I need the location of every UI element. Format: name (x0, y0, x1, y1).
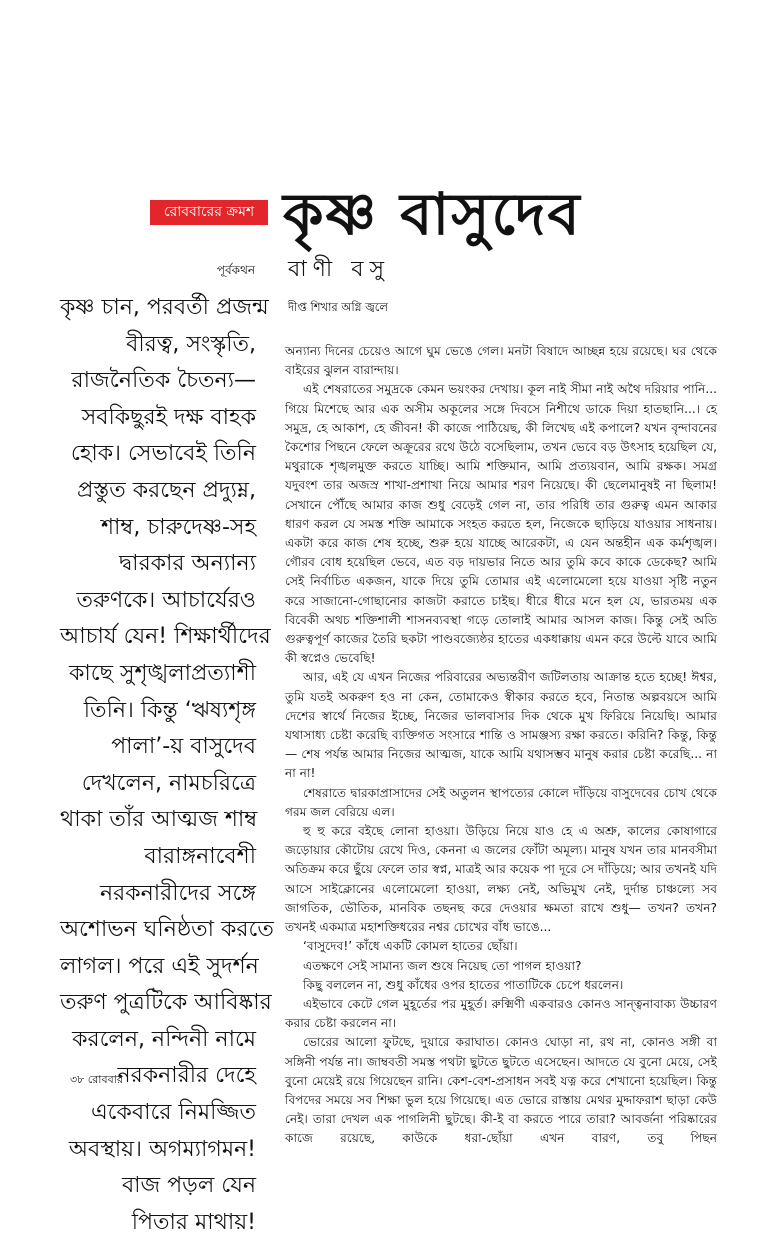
paragraph: আর, এই যে এখন নিজের পরিবারের অভ্যন্তরীণ জটিলতায় আক্রান্ত হতে হচ্ছে! ঈশ্বর, তুমি যতই অকরুণ হও না কেন, তোমাকেও স্বীকার করতে হবে, নিতান্ত অল্পবয়সে আমি দেশের স্বার্থে নিজের ইচ্ছে, নিজের ভালবাসার দিক থেকে মুখ ফিরিয়ে নিয়েছি। আমার যথাসাধ্য চেষ্টা করেছি ব্যক্তিগত সংসারে শান্তি ও সামঞ্জস্য রক্ষা করতে। করিনি? কিন্তু, কিন্তু— শেষ পর্যন্ত আমার নিজের আত্মজ, যাকে আমি যথাসম্ভব মানুষ করার চেষ্টা করেছি... না না না! (285, 670, 717, 781)
paragraph: ভোরের আলো ফুটছে, দুয়ারে করাঘাত। কোনও ঘোড়া না, রথ না, কোনও সঙ্গী বা সঙ্গিনী পর্যন্ত না। জাম্ববতী সমস্ত পথটা ছুটতে ছুটতে এসেছেন। আদতে যে বুনো মেয়ে, সেই বুনো মেয়েই রয়ে গিয়েছেন রানি। কেশ-বেশ-প্রসাধন সবই যত্ন করে শেখানো হয়েছিল। কিন্তু বিপদের সময়ে সব শিক্ষা ভুল হয়ে গিয়েছে। এত ভোরে রাস্তায় মেথর মুদ্দাফরাশ ছাড়া কেউ নেই। তারা দেখল এক পাগলিনী ছুটছে। কী-ই বা করতে পারে তারা? আবর্জনা পরিষ্কারের কাজে রয়েছে, কাউকে ধরা-ছোঁয়া এখন বারণ, তবু পিছন (285, 1035, 717, 1146)
paragraph: ‘বাসুদেব!’ কাঁধে একটি কোমল হাতের ছোঁয়া। (303, 939, 518, 954)
paragraph: অন্যান্য দিনের চেয়েও আগে ঘুম ভেঙে গেল। মনটা বিষাদে আচ্ছন্ন হয়ে রয়েছে। ঘর থেকে বাইরের ঝুলন বারান্দায়। (285, 344, 717, 378)
paragraph: কিছু বললেন না, শুধু কাঁধের ওপর হাতের পাতাটিকে চেপে ধরলেন। (303, 977, 624, 992)
series-tag: রোববারের ক্রমশ (150, 200, 268, 225)
synopsis-line: তরুণকে। আচার্যেরও (76, 587, 256, 613)
author-name: বাণী বসু (288, 257, 390, 282)
synopsis-line: বীরত্ব, সংস্কৃতি, (126, 331, 256, 357)
synopsis-line: পিতার মাথায়! (131, 1209, 256, 1235)
synopsis-line: আচার্য যেন! শিক্ষার্থীদের (60, 624, 271, 650)
synopsis-line: নরকনারীর দেহে (117, 1063, 256, 1089)
synopsis-line: পালা’-য় বাসুদেব (111, 734, 256, 760)
synopsis-line: বাজ পড়ল যেন (121, 1173, 256, 1199)
synopsis-line: একেবারে নিমজ্জিত (90, 1100, 256, 1126)
synopsis-line: রাজনৈতিক চৈতন্য— (71, 368, 256, 394)
chapter-subtitle: দীপ্ত শিখার অগ্নি জ্বলে (288, 300, 388, 314)
synopsis-line: তিনি। কিন্তু ‘ঋষ্যশৃঙ্গ (83, 697, 256, 723)
synopsis-column (60, 290, 274, 1241)
synopsis-line: করলেন, নন্দিনী নামে (72, 1026, 256, 1052)
page-title: কৃষ্ণ বাসুদেব (283, 180, 582, 248)
paragraph: হু হু করে বইছে লোনা হাওয়া। উড়িয়ে নিয়ে যাও হে এ অশ্রু, কালের কোষাগারে জড়োয়ার কৌটোয় রেখে দিও, কেননা এ জলের ফোঁটা অমূল্য। মানুষ যখন তার মানবসীমা অতিক্রম করে ছুঁয়ে ফেলে তার স্বপ্ন, মাত্রই আর কয়েক পা দূরে সে দাঁড়িয়ে; আর তখনই যদি আসে সাইক্লোনের এলোমেলো হাওয়া, লক্ষ্য নেই, অভিমুখ নেই, দুর্দান্ত চাঞ্চল্যে সব জাগতিক, ভৌতিক, মানবিক তছনছ করে দেওয়ার ক্ষমতা রাখে শুধু— তখন? তখন? তখনই একমাত্র মহাশক্তিধরের নশ্বর চোখের বাঁধ ভাঙে... (285, 824, 717, 935)
synopsis-line: অশোভন ঘনিষ্ঠতা করতে (60, 917, 274, 943)
paragraph: এতক্ষণে সেই সামান্য জল শুষে নিয়েছ তো পাগল হাওয়া? (303, 958, 582, 973)
synopsis-line: দেখলেন, নামচরিত্রে (81, 770, 256, 796)
synopsis-line: শাম্ব, চারুদেষ্ণ-সহ (100, 514, 256, 540)
synopsis-line: নরকনারীদের সঙ্গে (100, 880, 256, 906)
synopsis-line: প্রস্তুত করছেন প্রদ্যুম্ন, (76, 477, 256, 503)
paragraph: এই শেষরাতের সমুদ্রকে কেমন ভয়ংকর দেখায়। কূল নাই সীমা নাই অথৈ দরিয়ার পানি... গিয়ে মিশেছে আর এক অসীম অকূলের সঙ্গে দিবসে নিশীথে ডাকে দিয়া হাতছানি...। হে সমুদ্র, হে আকাশ, হে জীবন! কী কাজে পাঠিয়েছ, কী লিখেছ এই কপালে? যখন বৃন্দাবনের কৈশোর পিছনে ফেলে অক্রূরের রথে উঠে বসেছিলাম, তখন ভেবে বড় উৎসাহ হয়েছিল যে, মথুরাকে শৃঙ্খলমুক্ত করতে যাচ্ছি। আমি শক্তিমান, আমি প্রত্যয়বান, আমি রক্ষক। সমগ্র যদুবংশ তার অজস্র শাখা-প্রশাখা নিয়ে আমার শরণ নিয়েছে। কী ছেলেমানুষই না ছিলাম! সেখানে পৌঁছে আমার কাজ শুধু বেড়েই গেল না, তার পরিধি তার গুরুত্ব এমন আকার ধারণ করল যে সমস্ত শক্তি আমাকে সংহত করতে হল, নিজেকে ছাড়িয়ে যাওয়ার সাধনায়। একটা করে কাজ শেষ হচ্ছে, শুরু হয়ে যাচ্ছে আরেকটা, এ যেন অন্তহীন এক কর্মশৃঙ্খল। গৌরব বোধ হয়েছিল ভেবে, এত বড় দায়ভার নিতে আর তুমি কবে কাকে ডেকেছ? আমি সেই নির্বাচিত একজন, যাকে দিয়ে তুমি তোমার এই এলোমেলো হয়ে যাওয়া সৃষ্টি নতুন করে সাজানো-গোছানোর কাজটা করাতে চাইছ। ধীরে ধীরে মনে হল যে, ভারতময় এক বিবেকী অথচ শক্তিশালী শাসনব্যবস্থা গড়ে তোলাই আমার আসল কাজ। কিন্তু সেই অতি গুরুত্বপূর্ণ কাজের তৈরি ছকটা পাণ্ডবজ্যেষ্ঠর হাতের একধাক্কায় এমন করে উল্টে যাবে আমি কী স্বপ্নেও ভেবেছি! (285, 382, 717, 666)
paragraph: শেষরাতে দ্বারকাপ্রাসাদের সেই অতুলন স্থাপত্যের কোলে দাঁড়িয়ে বাসুদেবের চোখ থেকে গরম জল বেরিয়ে এল। (285, 785, 717, 819)
article-body (285, 342, 717, 1149)
synopsis-line: বারাঙ্গনাবেশী (144, 843, 256, 869)
synopsis-line: কৃষ্ণ চান, পরবর্তী প্রজন্ম (60, 295, 269, 320)
page-footer: ৩৮ রোববার (70, 1073, 123, 1086)
synopsis-line: অবস্থায়। অগম্যাগমন! (68, 1136, 256, 1162)
synopsis-line: কাছে সুশৃঙ্খলাপ্রত্যাশী (69, 660, 256, 686)
paragraph: এইভাবে কেটে গেল মুহূর্তের পর মুহূর্ত। রুক্মিণী একবারও কোনও সান্ত্বনাবাক্য উচ্চারণ করার চেষ্টা করলেন না। (285, 996, 717, 1031)
synopsis-line: দ্বারকার অন্যান্য (119, 551, 256, 577)
synopsis-line: লাগল। পরে এই সুদর্শন (60, 953, 259, 979)
synopsis-line: তরুণ পুত্রটিকে আবিষ্কার (60, 990, 272, 1016)
synopsis-line: হোক। সেভাবেই তিনি (70, 441, 256, 467)
synopsis-line: থাকা তাঁর আত্মজ শাম্ব (60, 807, 258, 833)
synopsis-line: সবকিছুরই দক্ষ বাহক (81, 404, 256, 430)
synopsis-label: পূর্বকথন (216, 263, 255, 277)
